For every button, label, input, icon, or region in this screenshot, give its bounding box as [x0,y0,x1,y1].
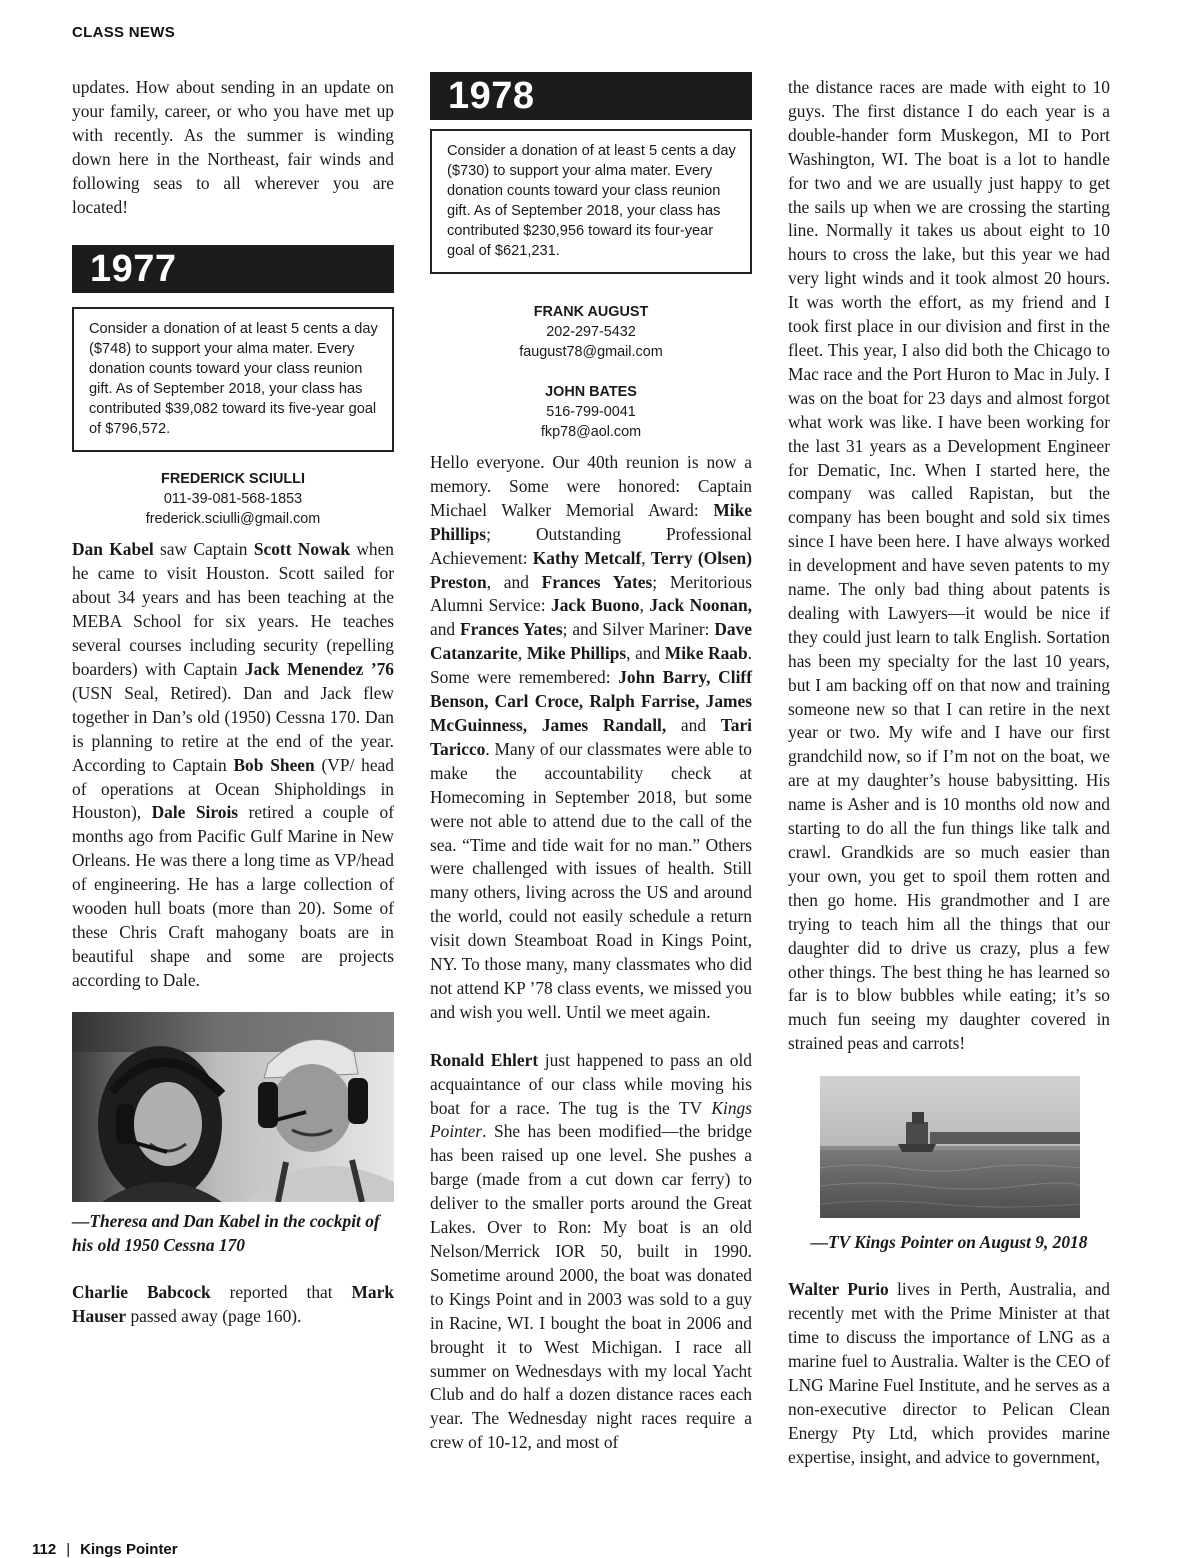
year-banner-1978: 1978 [430,72,752,120]
intro-paragraph: updates. How about sending in an update on your family, career, or who you have met up with recently. As the summer is winding down here in the Northeast, fair winds and following seas to all wherever you are located! [72,77,394,217]
donation-box-1977: Consider a donation of at least 5 cents a day ($748) to support your alma mater. Every donation counts toward your class reunion gift. As of September 2018, your class has contributed $39,082 toward its five-year goal of $796,572. [72,307,394,452]
contact-name: JOHN BATES [545,384,637,400]
purio-paragraph: Walter Purio lives in Perth, Australia, and recently met with the Prime Minister at that time to discuss the importance of LNG as a marine fuel to Australia. Walter is the CEO of LNG Marine Fuel Institute, and he serves as a non-executive director to Pelican Clean Energy Pty Ltd, which provides marine expertise, insight, and advice to government, [788,1279,1110,1467]
contact-phone: 011-39-081-568-1853 [163,491,303,508]
contact-phone: 516-799-0041 [546,404,636,420]
column-3 [788,76,1110,1469]
person-name: Ronald Ehlert [430,1049,539,1070]
contact-sciulli [72,469,394,529]
page-footer [32,1541,178,1558]
contact-email[interactable]: faugust78@gmail.com [519,344,663,360]
donation-box-1978: Consider a donation of at least 5 cents a day ($730) to support your alma mater. Every donation counts toward your class reunion gift. As of September 2018, your class has contributed $230,956 toward its four-year goal of $621,231. [430,129,752,274]
ehlert-paragraph: Ronald Ehlert just happened to pass an old acquaintance of our class while moving his boat for a race. The tug is the TV Kings Pointer. She has been modified—the bridge has been raised up one level. She pushes a barge (made from a cut down car ferry) to deliver to the smaller ports around the Great Lakes. Over to Ron: My boat is an old Nelson/Merrick IOR 50, built in 1990. Sometime around 2000, the boat was donated to Kings Point and in 2003 was sold to a guy in Racine, WI. I bought the boat in 2006 and brought it to West Michigan. I race all summer on Wednesdays with my local Yacht Club and do half a dozen distance races each year. The Wednesday night races require a crew of 10-12, and most of [430,1049,752,1453]
column-1 [72,76,394,1328]
person-name: Mark Hauser [72,1281,394,1326]
cockpit-photo [72,1012,394,1202]
contact-august [430,302,752,362]
contact-email[interactable]: fkp78@aol.com [540,424,642,440]
person-name: Jack Menendez ’76 [244,658,394,679]
footer-separator: | [66,1541,71,1558]
cockpit-photo-image [72,1012,394,1202]
section-label: CLASS NEWS [72,24,176,41]
contact-bates [430,382,752,442]
photo-caption: —TV Kings Pointer on August 9, 2018 [810,1232,1088,1253]
babcock-paragraph: Charlie Babcock reported that Mark Hauser passed away (page 160). [72,1281,394,1326]
reunion-paragraph: Hello everyone. Our 40th reunion is now a memory. Some were honored: Captain Michael Walker Memorial Award: Mike Phillips; Outstanding Professional Achievement: Kathy Metcalf, Terry (Olsen) Preston, and Frances Yates; Meritorious Alumni Service: Jack Buono, Jack Noonan, and Frances Yates; and Silver Mariner: Dave Catanzarite, Mike Phillips, and Mike Raab. Some were remembered: John Barry, Cliff Benson, Carl Croce, Ralph Farrise, James McGuinness, James Randall, and Tari Taricco. Many of our classmates were able to make the accountability check at Homecoming in September 2018, but some were not able to attend due to the call of the sea. “Time and tide wait for no man.” Others were challenged with issues of health. Still many others, living across the US and around the world, could not easily schedule a return visit down Steamboat Road in Kings Point, NY. To those many, many classmates who did not attend KP ’78 class events, we missed you and wish you well. Until we meet again. [430,452,753,1022]
contact-name: FRANK AUGUST [533,304,649,320]
person-name: Scott Nowak [253,539,350,560]
publication-name: Kings Pointer [80,1541,178,1558]
kabel-paragraph: Dan Kabel saw Captain Scott Nowak when he came to visit Houston. Scott sailed for about 34 years and has been teaching at the MEBA School for six years. He teaches several courses including security (repelling boarders) with Captain Jack Menendez ’76 (USN Seal, Retired). Dan and Jack flew together in Dan’s old (1950) Cessna 170. Dan is planning to retire at the end of the year. According to Captain Bob Sheen (VP/ head of operations at Ocean Shipholdings in Houston), Dale Sirois retired a couple of months ago from Pacific Gulf Marine in New Orleans. He was there a long time as VP/head of engineering. He has a large collection of wooden hull boats (more than 20). Some of these Chris Craft mahogany boats are in beautiful shape and some are projects according to Dale. [72,539,394,990]
person-name: Dan Kabel [72,539,154,560]
person-name: Bob Sheen [233,754,315,775]
contact-name: FREDERICK SCIULLI [161,471,305,488]
person-name: Charlie Babcock [72,1281,211,1302]
person-name: Dale Sirois [151,802,239,823]
column-2 [430,72,752,1455]
tug-photo [820,1076,1080,1218]
tug-photo-image [820,1076,1080,1218]
page-number: 112 [32,1541,57,1558]
person-name: Walter Purio [788,1279,889,1300]
year-banner-1977: 1977 [72,245,394,293]
photo-caption: —Theresa and Dan Kabel in the cockpit of his old 1950 Cessna 170 [72,1210,380,1255]
ehlert-continued-paragraph: the distance races are made with eight to 10 guys. The first distance I do each year is a double-hander form Muskegon, MI to Port Washington, WI. The boat is a lot to handle for two and we are usually just happy to get the sails up when we are crossing the starting line. Normally it takes us about eight to 10 hours to cross the lake, but this year we had very light winds and it took almost 20 hours. It was worth the effort, as my friend and I took first place in our division and first in the fleet. This year, I also did both the Chicago to Mac race and the Port Huron to Mac in July. I was on the boat for 23 days and almost forgot what work was like. I have been working for the last 31 years as a Development Engineer for Dematic, Inc. When I started here, the company was called Rapistan, but the company has been bought and sold six times since I have been here. I have always worked in development and have seven patents to my name. The only bad thing about patents is dealing with Lawyers—it would be nice if they could just learn to talk English. Sortation has been my specialty for the last 10 years, but I am backing off on that now and training someone new so that I can retire in the next year or two. My wife and I have our first grandchild now, so if I’m not on the boat, we are at my daughter’s house babysitting. His name is Asher and is 10 months old now and starting to do all the fun things like talk and crawl. Grandkids are so much easier than your own, you get to spoil them rotten and then go home. His grandmother and I are trying to teach him all the things that our daughter did to drive us crazy, plus a few other things. The best thing he has learned so far is to blow bubbles while eating; it’s so much fun seeing my daughter covered in strained peas and carrots! [788,77,1110,1054]
contact-phone: 202-297-5432 [546,324,636,340]
contact-email[interactable]: frederick.sciulli@gmail.com [145,511,321,528]
